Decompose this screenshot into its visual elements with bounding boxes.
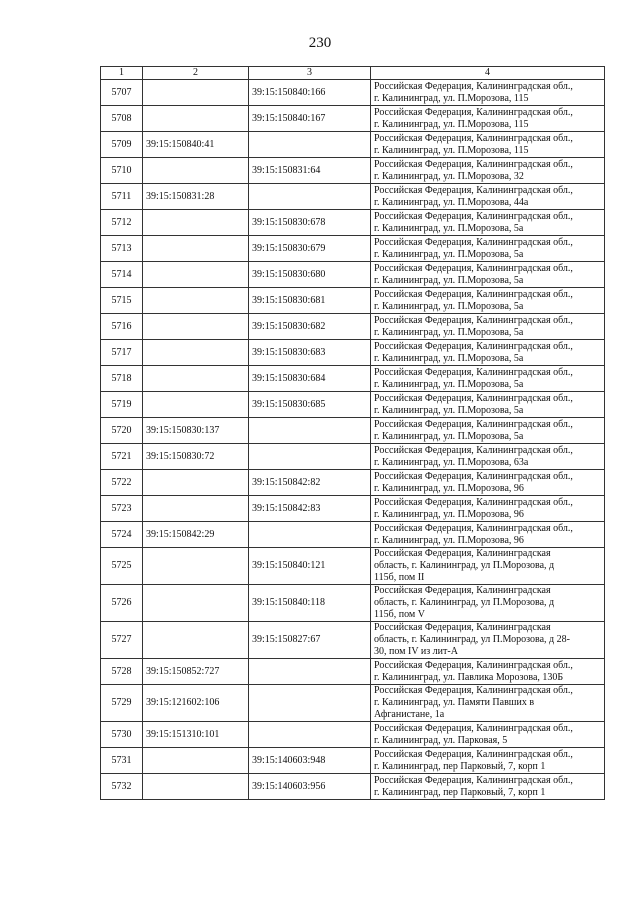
table-row	[101, 392, 605, 418]
address-cell	[371, 158, 605, 184]
row-number: 5721	[101, 444, 143, 470]
column-header: 2	[143, 67, 249, 80]
row-number: 5730	[101, 722, 143, 748]
address-line: Российская Федерация, Калининградская	[374, 548, 551, 559]
address-line: Российская Федерация, Калининградская обл.,	[374, 80, 573, 92]
address-line: Российская Федерация, Калининградская обл.,	[374, 659, 573, 671]
address-line: г. Калининград, ул. П.Морозова, 115	[374, 92, 529, 104]
cadastral-number-land: 39:15:150840:41	[143, 132, 249, 158]
table-row	[101, 340, 605, 366]
cadastral-number-land	[143, 158, 249, 184]
cadastral-number-object: 39:15:150840:118	[249, 585, 371, 622]
cadastral-number-land	[143, 496, 249, 522]
address-cell	[371, 132, 605, 158]
address-line: Российская Федерация, Калининградская обл.,	[374, 522, 573, 534]
cadastral-number-land: 39:15:150830:137	[143, 418, 249, 444]
cadastral-number-object: 39:15:150842:82	[249, 470, 371, 496]
address-cell	[371, 722, 605, 748]
address-line: Российская Федерация, Калининградская	[374, 622, 551, 633]
address-line: г. Калининград, ул. П.Морозова, 63а	[374, 456, 529, 468]
address-line: г. Калининград, ул. П.Морозова, 32	[374, 170, 524, 182]
address-line: область, г. Калининград, ул П.Морозова, д	[374, 597, 555, 608]
cadastral-number-land: 39:15:121602:106	[143, 685, 249, 722]
address-cell	[371, 106, 605, 132]
cadastral-number-object: 39:15:150830:682	[249, 314, 371, 340]
address-line: Российская Федерация, Калининградская обл.,	[374, 288, 573, 300]
address-line: г. Калининград, ул. Парковая, 5	[374, 734, 508, 746]
cadastral-number-land	[143, 106, 249, 132]
cadastral-number-land	[143, 80, 249, 106]
cadastral-number-land	[143, 210, 249, 236]
row-number: 5726	[101, 585, 143, 622]
column-header: 1	[101, 67, 143, 80]
address-line: Российская Федерация, Калининградская обл.,	[374, 685, 573, 696]
address-cell	[371, 548, 605, 585]
address-line: г. Калининград, пер Парковый, 7, корп 1	[374, 760, 546, 772]
column-header: 4	[371, 67, 605, 80]
address-cell	[371, 585, 605, 622]
table-row	[101, 522, 605, 548]
table-row	[101, 262, 605, 288]
cadastral-number-object: 39:15:150840:121	[249, 548, 371, 585]
table-row	[101, 659, 605, 685]
row-number: 5729	[101, 685, 143, 722]
table-row	[101, 210, 605, 236]
row-number: 5718	[101, 366, 143, 392]
cadastral-number-object: 39:15:150830:685	[249, 392, 371, 418]
cadastral-number-object	[249, 722, 371, 748]
address-cell	[371, 262, 605, 288]
cadastral-number-object	[249, 418, 371, 444]
address-cell	[371, 522, 605, 548]
address-line: г. Калининград, ул. П.Морозова, 96	[374, 534, 524, 546]
table-row	[101, 622, 605, 659]
address-line: Российская Федерация, Калининградская обл.,	[374, 236, 573, 248]
address-cell	[371, 748, 605, 774]
row-number: 5725	[101, 548, 143, 585]
table-row	[101, 418, 605, 444]
table-row	[101, 314, 605, 340]
address-line: г. Калининград, ул. Павлика Морозова, 130Б	[374, 671, 564, 683]
address-line: Российская Федерация, Калининградская обл.,	[374, 444, 573, 456]
address-line: Афганистане, 1а	[374, 709, 445, 720]
table-row	[101, 496, 605, 522]
cadastral-number-land	[143, 585, 249, 622]
address-line: Российская Федерация, Калининградская обл.,	[374, 132, 573, 144]
table-header-row	[101, 67, 605, 80]
cadastral-number-land: 39:15:150831:28	[143, 184, 249, 210]
cadastral-number-land	[143, 748, 249, 774]
address-line: г. Калининград, ул. П.Морозова, 5а	[374, 300, 524, 312]
cadastral-number-land	[143, 392, 249, 418]
cadastral-number-land	[143, 262, 249, 288]
address-line: Российская Федерация, Калининградская обл.,	[374, 184, 573, 196]
address-line: г. Калининград, ул. П.Морозова, 5а	[374, 248, 524, 260]
address-line: Российская Федерация, Калининградская обл.,	[374, 418, 573, 430]
address-line: Российская Федерация, Калининградская обл.,	[374, 158, 573, 170]
cadastral-number-object	[249, 659, 371, 685]
cadastral-number-object: 39:15:140603:956	[249, 774, 371, 800]
address-line: 115б, пом V	[374, 609, 425, 620]
address-cell	[371, 496, 605, 522]
page-number: 230	[308, 35, 332, 51]
address-line: область, г. Калининград, ул П.Морозова, д	[374, 560, 555, 571]
address-cell	[371, 366, 605, 392]
address-cell	[371, 340, 605, 366]
address-line: г. Калининград, ул. Памяти Павших в	[374, 697, 535, 708]
address-cell	[371, 418, 605, 444]
table-row	[101, 132, 605, 158]
table-row	[101, 236, 605, 262]
table-row	[101, 748, 605, 774]
address-line: Российская Федерация, Калининградская обл.,	[374, 496, 573, 508]
row-number: 5719	[101, 392, 143, 418]
address-line: Российская Федерация, Калининградская обл.,	[374, 210, 573, 222]
registry-table	[100, 66, 605, 800]
cadastral-number-land	[143, 470, 249, 496]
address-line: г. Калининград, ул. П.Морозова, 115	[374, 144, 529, 156]
cadastral-number-object: 39:15:150830:680	[249, 262, 371, 288]
row-number: 5716	[101, 314, 143, 340]
cadastral-number-object: 39:15:150842:83	[249, 496, 371, 522]
address-cell	[371, 444, 605, 470]
address-line: г. Калининград, ул. П.Морозова, 96	[374, 508, 524, 520]
row-number: 5712	[101, 210, 143, 236]
table-row	[101, 366, 605, 392]
cadastral-number-land	[143, 548, 249, 585]
row-number: 5723	[101, 496, 143, 522]
row-number: 5715	[101, 288, 143, 314]
row-number: 5714	[101, 262, 143, 288]
cadastral-number-object: 39:15:150840:167	[249, 106, 371, 132]
address-line: Российская Федерация, Калининградская обл.,	[374, 748, 573, 760]
table-row	[101, 184, 605, 210]
table-row	[101, 444, 605, 470]
cadastral-number-land	[143, 236, 249, 262]
row-number: 5713	[101, 236, 143, 262]
row-number: 5717	[101, 340, 143, 366]
cadastral-number-object: 39:15:150830:684	[249, 366, 371, 392]
address-line: г. Калининград, ул. П.Морозова, 96	[374, 482, 524, 494]
cadastral-number-land	[143, 314, 249, 340]
row-number: 5720	[101, 418, 143, 444]
address-line: г. Калининград, ул. П.Морозова, 5а	[374, 352, 524, 364]
cadastral-number-object	[249, 184, 371, 210]
cadastral-number-land: 39:15:150830:72	[143, 444, 249, 470]
address-line: г. Калининград, ул. П.Морозова, 5а	[374, 326, 524, 338]
address-line: Российская Федерация, Калининградская обл.,	[374, 340, 573, 352]
address-line: Российская Федерация, Калининградская	[374, 585, 551, 596]
cadastral-number-object: 39:15:150830:681	[249, 288, 371, 314]
address-line: 30, пом IV из лит-А	[374, 646, 458, 657]
address-cell	[371, 470, 605, 496]
row-number: 5722	[101, 470, 143, 496]
cadastral-number-land	[143, 774, 249, 800]
cadastral-number-object: 39:15:140603:948	[249, 748, 371, 774]
cadastral-number-land: 39:15:150842:29	[143, 522, 249, 548]
table-row	[101, 158, 605, 184]
address-line: г. Калининград, пер Парковый, 7, корп 1	[374, 786, 546, 798]
address-line: г. Калининград, ул. П.Морозова, 5а	[374, 404, 524, 416]
row-number: 5707	[101, 80, 143, 106]
address-line: г. Калининград, ул. П.Морозова, 44а	[374, 196, 529, 208]
address-line: г. Калининград, ул. П.Морозова, 115	[374, 118, 529, 130]
address-line: Российская Федерация, Калининградская обл.,	[374, 262, 573, 274]
row-number: 5711	[101, 184, 143, 210]
address-line: Российская Федерация, Калининградская обл.,	[374, 314, 573, 326]
address-cell	[371, 392, 605, 418]
address-cell	[371, 80, 605, 106]
address-cell	[371, 685, 605, 722]
address-cell	[371, 236, 605, 262]
cadastral-number-land	[143, 366, 249, 392]
address-line: г. Калининград, ул. П.Морозова, 5а	[374, 274, 524, 286]
cadastral-number-object: 39:15:150840:166	[249, 80, 371, 106]
cadastral-number-land: 39:15:151310:101	[143, 722, 249, 748]
cadastral-number-object: 39:15:150830:683	[249, 340, 371, 366]
cadastral-number-object: 39:15:150827:67	[249, 622, 371, 659]
row-number: 5708	[101, 106, 143, 132]
cadastral-number-object	[249, 685, 371, 722]
address-cell	[371, 210, 605, 236]
address-cell	[371, 314, 605, 340]
address-line: Российская Федерация, Калининградская обл.,	[374, 106, 573, 118]
table-row	[101, 106, 605, 132]
address-line: г. Калининград, ул. П.Морозова, 5а	[374, 430, 524, 442]
cadastral-number-land	[143, 340, 249, 366]
cadastral-number-land: 39:15:150852:727	[143, 659, 249, 685]
address-line: Российская Федерация, Калининградская обл.,	[374, 722, 573, 734]
row-number: 5710	[101, 158, 143, 184]
table-row	[101, 585, 605, 622]
table-row	[101, 685, 605, 722]
address-line: Российская Федерация, Калининградская обл.,	[374, 366, 573, 378]
row-number: 5724	[101, 522, 143, 548]
address-cell	[371, 288, 605, 314]
address-line: область, г. Калининград, ул П.Морозова, д 28-	[374, 634, 570, 645]
column-header: 3	[249, 67, 371, 80]
cadastral-number-object: 39:15:150830:678	[249, 210, 371, 236]
table-row	[101, 774, 605, 800]
table-row	[101, 722, 605, 748]
address-line: г. Калининград, ул. П.Морозова, 5а	[374, 222, 524, 234]
table-row	[101, 470, 605, 496]
address-line: г. Калининград, ул. П.Морозова, 5а	[374, 378, 524, 390]
table-row	[101, 548, 605, 585]
row-number: 5727	[101, 622, 143, 659]
address-cell	[371, 659, 605, 685]
cadastral-number-land	[143, 622, 249, 659]
cadastral-number-object: 39:15:150830:679	[249, 236, 371, 262]
row-number: 5709	[101, 132, 143, 158]
address-line: Российская Федерация, Калининградская обл.,	[374, 774, 573, 786]
cadastral-number-land	[143, 288, 249, 314]
address-line: 115б, пом II	[374, 572, 425, 583]
address-cell	[371, 622, 605, 659]
row-number: 5732	[101, 774, 143, 800]
address-cell	[371, 184, 605, 210]
table-row	[101, 288, 605, 314]
table-row	[101, 80, 605, 106]
row-number: 5731	[101, 748, 143, 774]
cadastral-number-object	[249, 522, 371, 548]
cadastral-number-object: 39:15:150831:64	[249, 158, 371, 184]
cadastral-number-object	[249, 444, 371, 470]
cadastral-number-object	[249, 132, 371, 158]
address-line: Российская Федерация, Калининградская обл.,	[374, 470, 573, 482]
address-cell	[371, 774, 605, 800]
row-number: 5728	[101, 659, 143, 685]
address-line: Российская Федерация, Калининградская обл.,	[374, 392, 573, 404]
